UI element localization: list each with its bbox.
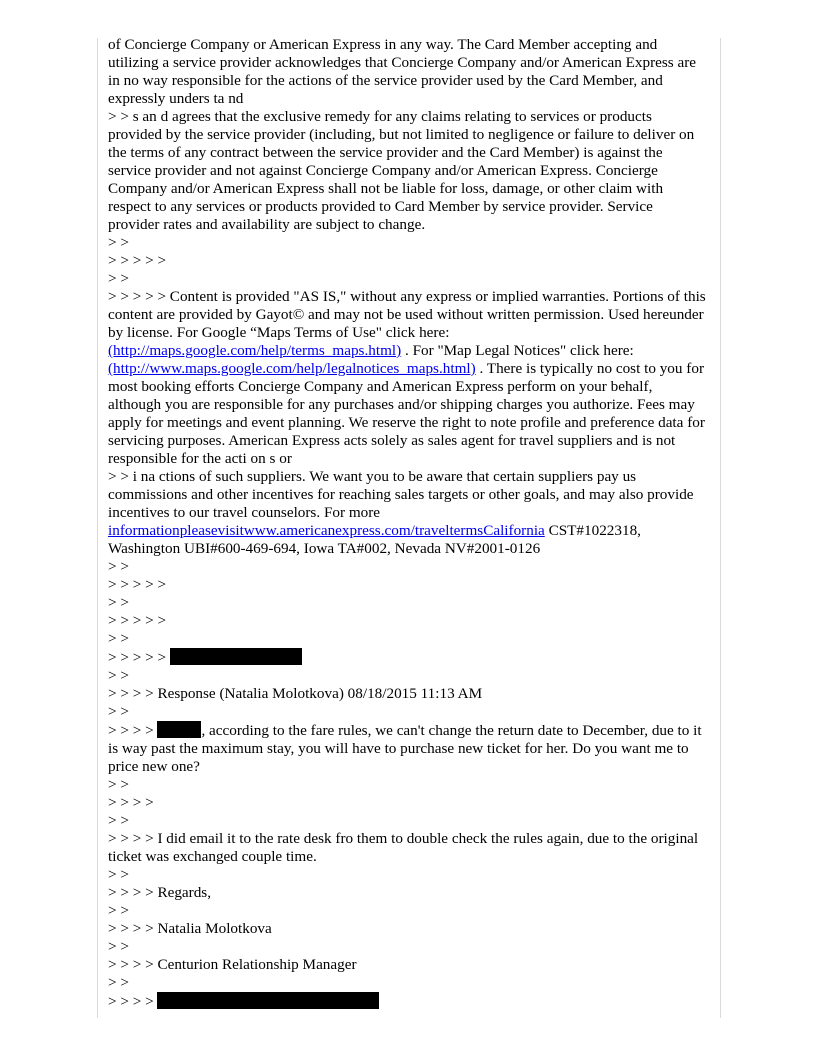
quote-marker: > >: [108, 866, 129, 883]
quote-marker: > > > >: [108, 722, 158, 739]
quote-marker: > >: [108, 812, 129, 829]
quote-marker: > > > > >: [108, 649, 167, 666]
quote-marker: > >: [108, 974, 129, 991]
redacted-line: [108, 648, 706, 667]
quote-marker: > >: [108, 630, 129, 647]
legal-notices-link[interactable]: (http://www.maps.google.com/help/legalnotices_maps.html): [108, 360, 476, 377]
content-text: > > > > > Content is provided "AS IS," without any express or implied warranties. Portions of this content are provided by Gayot© and may not be used without written permission. Used hereunder by license. For Google “Maps Terms of Use" click here:: [108, 288, 706, 341]
quote-marker: > >: [108, 703, 129, 720]
signature-name: > > > > Natalia Molotkova: [108, 920, 272, 937]
quote-marker: > > > >: [108, 794, 154, 811]
content-text: . There is typically no cost to you for most booking efforts Concierge Company and American Express perform on your behalf, although you are responsible for any purchases and/or shipping charges you authorize. Fees may apply for meetings and event planning. We reserve the right to note profile and preference data for servicing purposes. American Express acts solely as sales agent for travel suppliers and is not responsible for the acti on s or: [108, 360, 705, 467]
quote-marker: > > > > >: [108, 252, 167, 269]
quote-marker: > >: [108, 667, 129, 684]
content-paragraph: [108, 288, 706, 468]
disclaimer-paragraph: > > s an d agrees that the exclusive remedy for any claims relating to services or products provided by the service provider (including, but not limited to negligence or failure to deliver on the terms of any contract between the service provider and the Card Member) is against the service provider and not against Concierge Company and/or American Express. Concierge Company and/or American Express shall not be liable for loss, damage, or other claim with respect to any services or products provided to Card Member by service provider. Service provider rates and availability are subject to change.: [108, 108, 695, 233]
quote-marker: > >: [108, 938, 129, 955]
suppliers-text: CST#1022318, Washington UBI#600-469-694, Iowa TA#002, Nevada NV#2001-0126: [108, 522, 641, 557]
email-body: [108, 36, 706, 1011]
redacted-line: [108, 992, 706, 1011]
travel-terms-link[interactable]: informationpleasevisitwww.americanexpress.com/traveltermsCalifornia: [108, 522, 545, 539]
fare-rules-paragraph: [108, 721, 706, 776]
quote-marker: > >: [108, 902, 129, 919]
quote-marker: > >: [108, 558, 129, 575]
quote-marker: > >: [108, 594, 129, 611]
quote-marker: > >: [108, 234, 129, 251]
rate-desk-paragraph: > > > > I did email it to the rate desk fro them to double check the rules again, due to the original ticket was exchanged couple time.: [108, 830, 699, 865]
suppliers-text: > > i na ctions of such suppliers. We want you to be aware that certain suppliers pay us commissions and other incentives for reaching sales targets or other goals, and may also provide incentives to our travel counselors. For more: [108, 468, 694, 521]
redaction-bar: [157, 992, 379, 1009]
regards-line: > > > > Regards,: [108, 884, 212, 901]
suppliers-paragraph: [108, 468, 706, 558]
content-text: . For "Map Legal Notices" click here:: [401, 342, 634, 359]
maps-terms-link[interactable]: (http://maps.google.com/help/terms_maps.html): [108, 342, 402, 359]
signature-title: > > > > Centurion Relationship Manager: [108, 956, 357, 973]
redaction-bar: [170, 648, 302, 665]
quote-marker: > > > > >: [108, 576, 167, 593]
quote-marker: > >: [108, 776, 129, 793]
quote-marker: > >: [108, 270, 129, 287]
quote-marker: > > > > >: [108, 612, 167, 629]
fare-rules-text: , according to the fare rules, we can't change the return date to December, due to it is way past the maximum stay, you will have to purchase new ticket for her. Do you want me to price new one?: [108, 722, 702, 775]
response-header: > > > > Response (Natalia Molotkova) 08/18/2015 11:13 AM: [108, 685, 483, 702]
redaction-bar: [157, 721, 201, 738]
disclaimer-paragraph: of Concierge Company or American Express in any way. The Card Member accepting and utilizing a service provider acknowledges that Concierge Company and/or American Express are in no way responsible for the actions of the service provider used by the Card Member, and expressly unders ta nd: [108, 36, 697, 107]
quote-marker: > > > >: [108, 993, 154, 1010]
